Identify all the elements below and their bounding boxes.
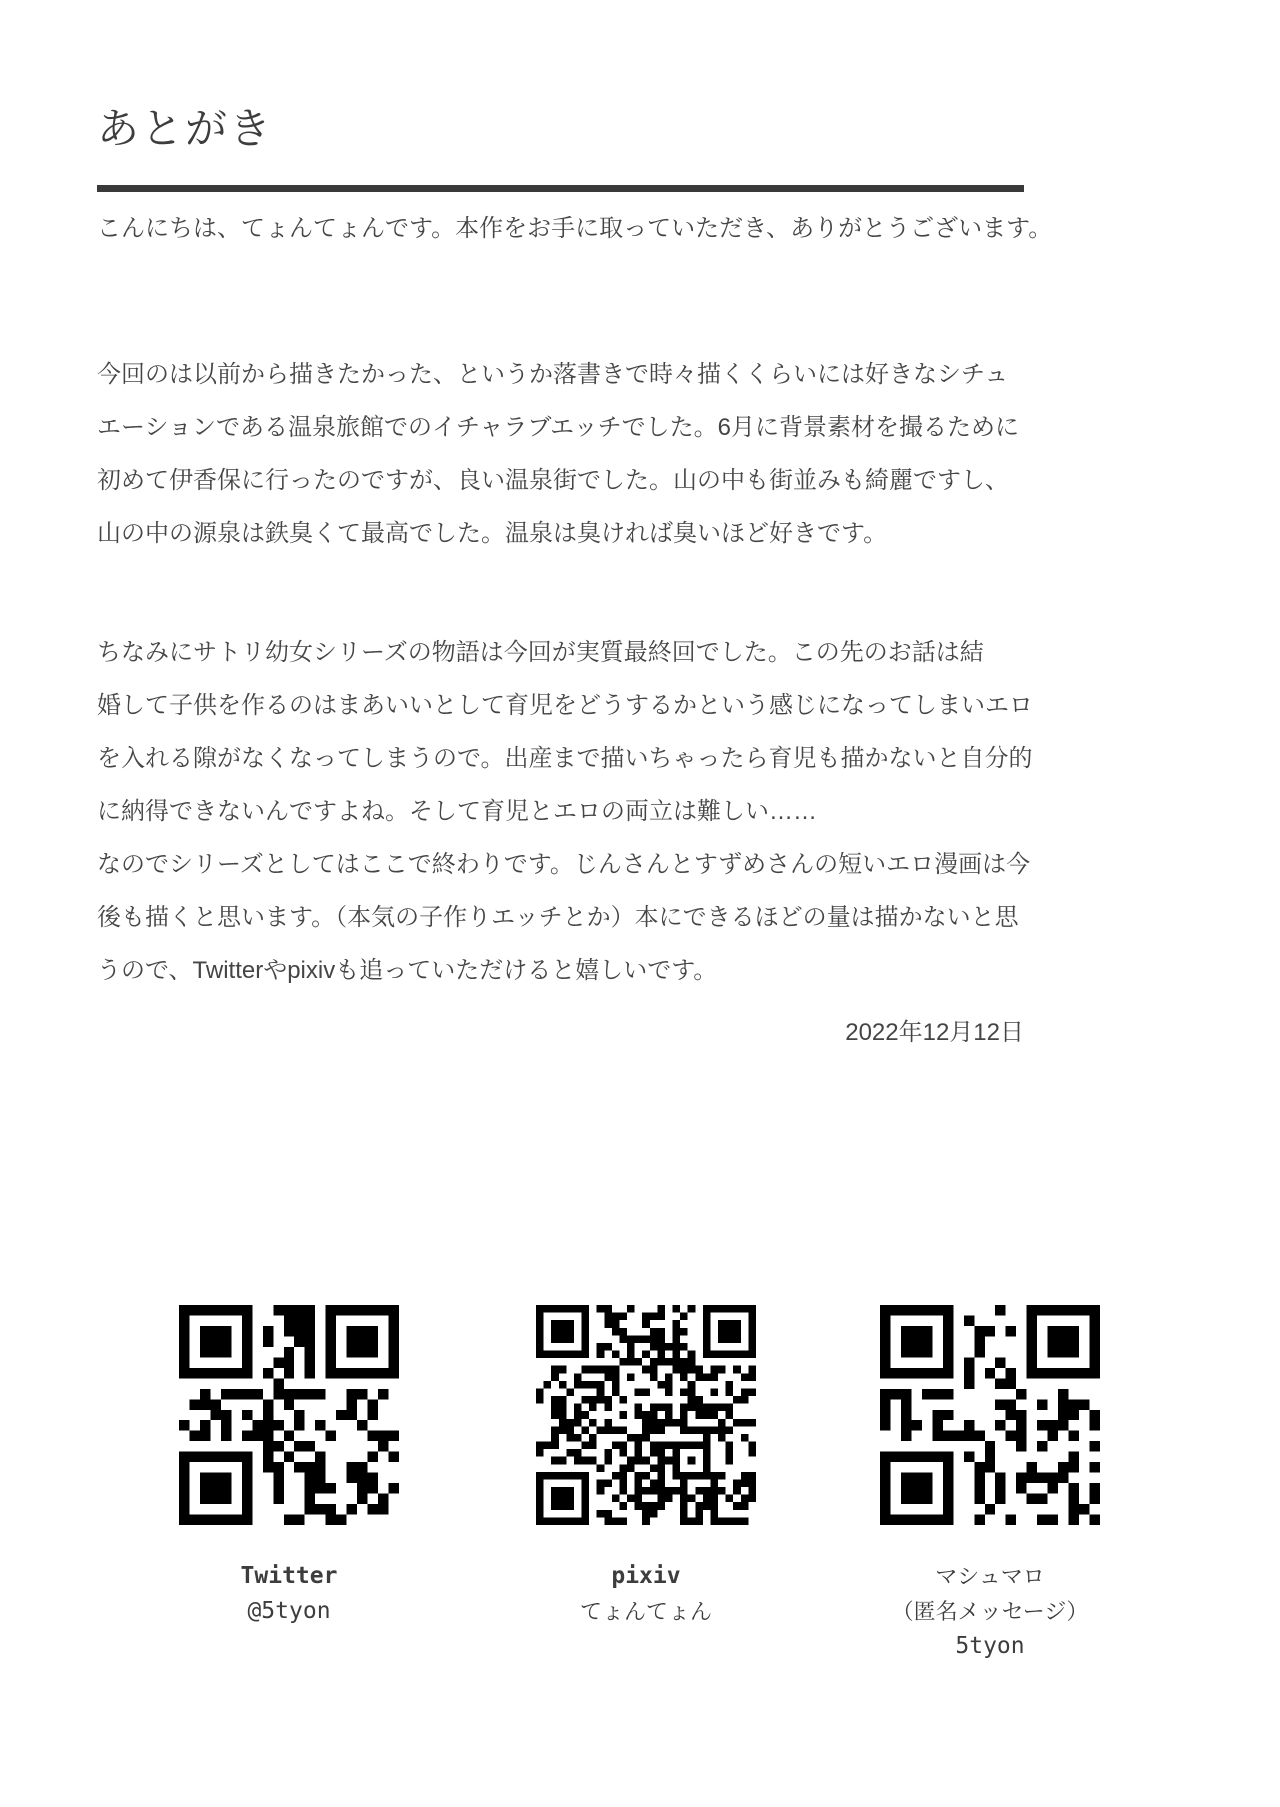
text-line: 後も描くと思います。（本気の子作りエッチとか）本にできるほどの量は描かないと思 [97,904,1019,931]
qr-label-marshmallow [892,1559,1089,1664]
body-paragraphs [97,202,1053,997]
text-line: こんにちは、てょんてょんです。本作をお手に取っていただき、ありがとうございます。 [97,215,1053,242]
qr-code-row [97,1305,1089,1665]
text-line: に納得できないんですよね。そして育児とエロの両立は難しい…… [97,798,817,825]
page-title: あとがき [97,105,274,152]
qr-item-marshmallow [880,1305,1100,1664]
text-line: 今回のは以前から描きたかった、というか落書きで時々描くくらいには好きなシチュ [97,361,1009,388]
paragraph [97,348,1024,560]
paragraph [97,202,1053,255]
qr-label-line: @5tyon [247,1598,331,1624]
qr-item-pixiv [536,1305,756,1629]
qr-label-line: （匿名メッセージ） [891,1599,1089,1624]
qr-code-marshmallow [880,1305,1100,1525]
qr-label-line: てょんてょん [579,1599,712,1624]
text-line: 婚して子供を作るのはまあいいとして育児をどうするかという感じになってしまいエロ [97,692,1033,719]
text-line: ちなみにサトリ幼女シリーズの物語は今回が実質最終回でした。この先のお話は結 [97,639,984,666]
qr-code-pixiv [536,1305,756,1525]
date-text: 2022年12月12日 [845,1019,1024,1046]
qr-label-line: マシュマロ [935,1564,1045,1589]
text-line: うので、Twitterやpixivも追っていただけると嬉しいです。 [97,957,718,984]
text-line: 山の中の源泉は鉄臭くて最高でした。温泉は臭ければ臭いほど好きです。 [97,520,888,547]
paragraph [97,626,1033,997]
qr-item-twitter [179,1305,399,1629]
text-line: エーションである温泉旅館でのイチャラブエッチでした。6月に背景素材を撮るために [97,414,1019,441]
qr-label-pixiv [580,1559,712,1629]
qr-code-twitter [179,1305,399,1525]
qr-label-twitter [241,1559,338,1629]
qr-label-line: 5tyon [955,1633,1025,1659]
text-line: 初めて伊香保に行ったのですが、良い温泉街でした。山の中も街並みも綺麗ですし、 [97,467,1009,494]
qr-label-line: Twitter [240,1563,338,1589]
title-divider-rule [97,185,1024,192]
text-line: なのでシリーズとしてはここで終わりです。じんさんとすずめさんの短いエロ漫画は今 [97,851,1031,878]
text-line: を入れる隙がなくなってしまうので。出産まで描いちゃったら育児も描かないと自分的 [97,745,1033,772]
qr-label-line: pixiv [611,1563,681,1589]
